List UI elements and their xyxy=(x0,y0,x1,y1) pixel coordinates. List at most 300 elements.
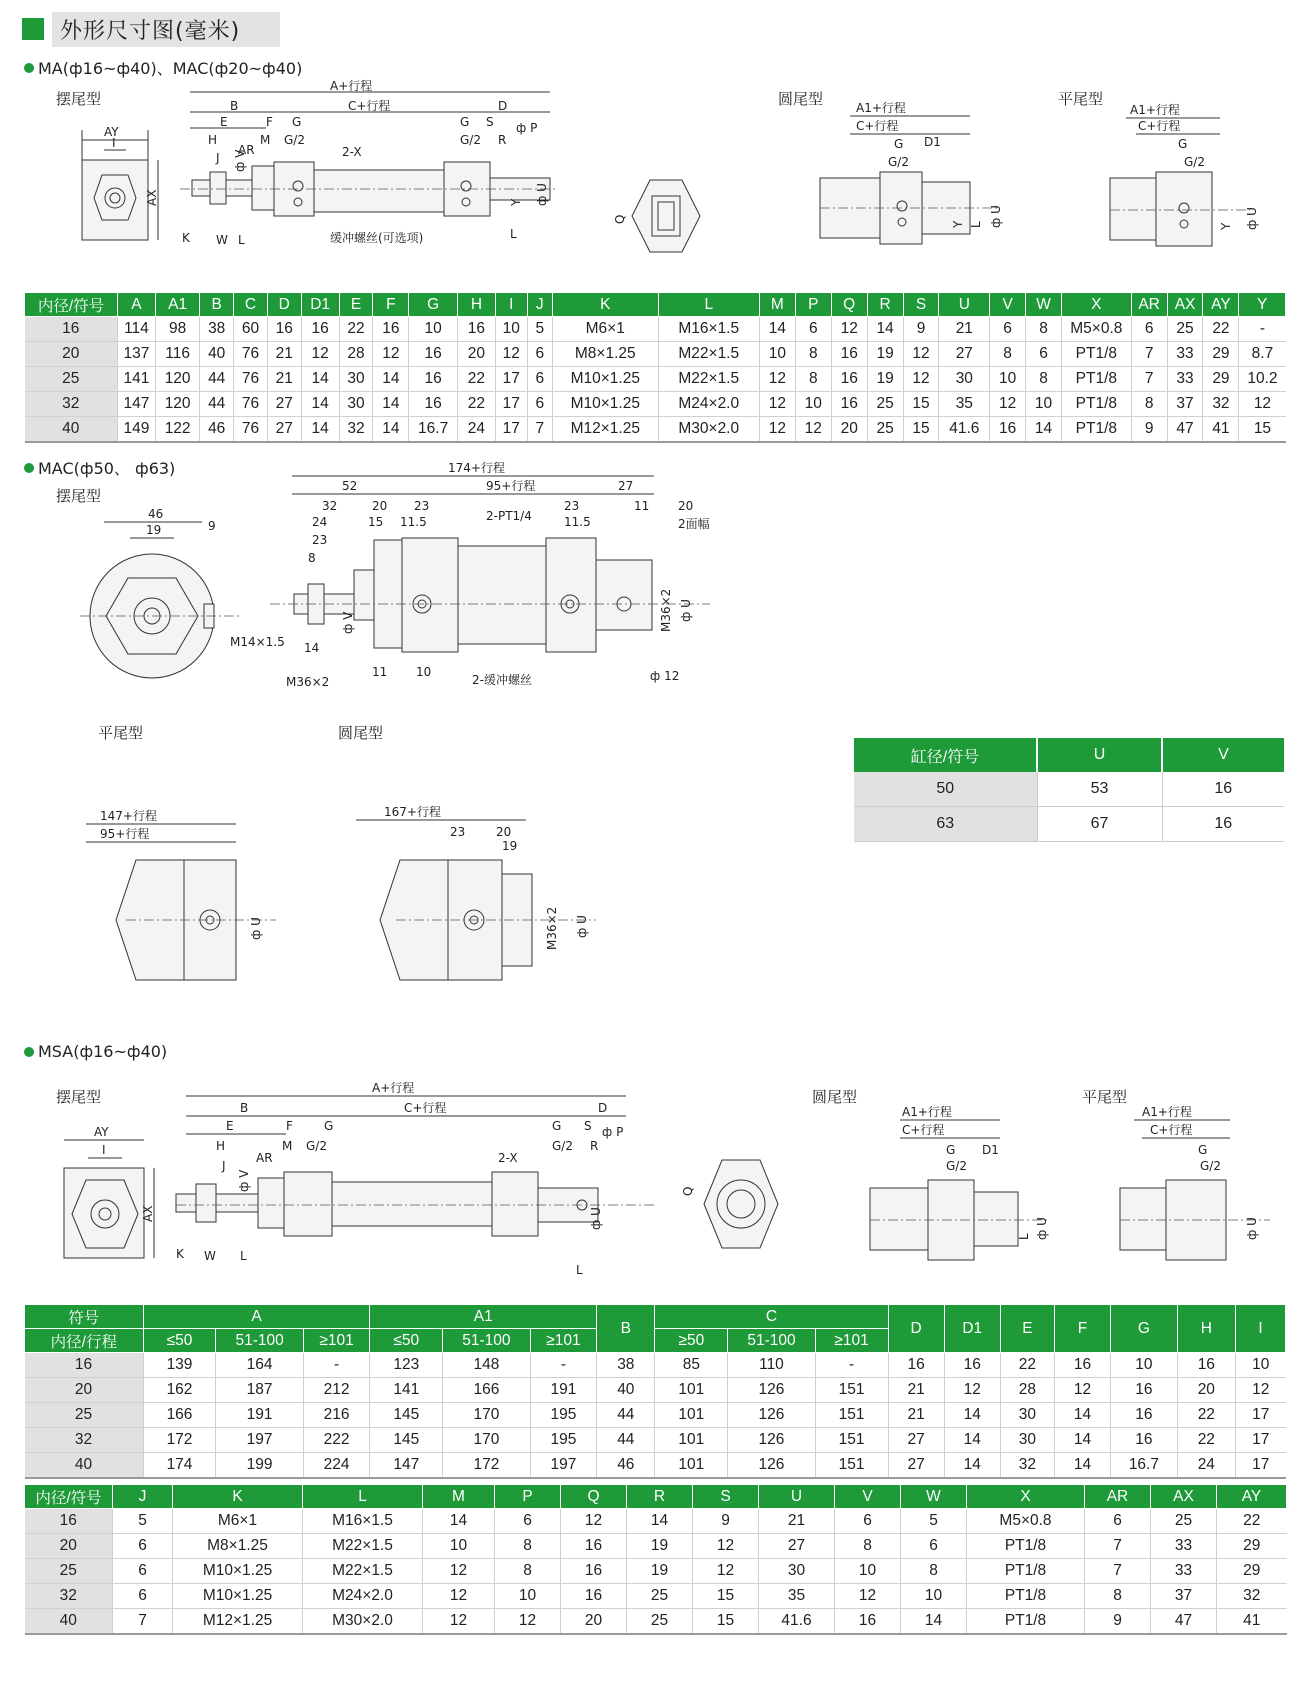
row-header-cell: 16 xyxy=(25,1353,144,1378)
table-cell: M10×1.25 xyxy=(552,392,658,417)
table-row xyxy=(25,367,1286,392)
table-cell: 22 xyxy=(1000,1353,1054,1378)
table-cell: 76 xyxy=(234,342,268,367)
dim-g2-f: G/2 xyxy=(1184,155,1205,169)
table-cell: 101 xyxy=(655,1453,728,1479)
table-cell: 16 xyxy=(267,317,301,342)
dim-y: Y xyxy=(509,198,523,206)
table-cell: 187 xyxy=(216,1378,303,1403)
table-cell: 17 xyxy=(495,367,527,392)
table-cell: 8.7 xyxy=(1239,342,1286,367)
dim-q: Q xyxy=(613,214,627,224)
table-cell: 22 xyxy=(1177,1428,1235,1453)
table-cell: 25 xyxy=(627,1609,693,1635)
table-cell: 15 xyxy=(1239,417,1286,443)
table-cell: 8 xyxy=(1131,392,1167,417)
table-cell: 47 xyxy=(1151,1609,1217,1635)
dim-9: 9 xyxy=(208,519,216,533)
drawing-ma-flat-tail xyxy=(1110,104,1290,264)
dim-52: 52 xyxy=(342,479,358,493)
table-cell: 16 xyxy=(1111,1378,1178,1403)
table-cell: 41.6 xyxy=(759,1609,835,1635)
dim-msa-h: H xyxy=(216,1139,226,1153)
dim-l-right: L xyxy=(510,227,517,241)
table-cell: 10 xyxy=(495,317,527,342)
table-cell: 12 xyxy=(373,342,409,367)
table-cell: 30 xyxy=(1000,1403,1054,1428)
table-cell: 98 xyxy=(155,317,199,342)
table-cell: 22 xyxy=(1177,1403,1235,1428)
table-cell: 10.2 xyxy=(1239,367,1286,392)
table-cell: 21 xyxy=(888,1403,944,1428)
row-header-cell: 20 xyxy=(25,1534,113,1559)
dim-g: G xyxy=(292,115,302,129)
table-cell: 16 xyxy=(944,1353,1000,1378)
table-cell: 32 xyxy=(339,417,373,443)
table-cell: 148 xyxy=(443,1353,530,1378)
table-cell: M10×1.25 xyxy=(173,1559,303,1584)
dim-u: ф U xyxy=(535,183,549,206)
table-cell: 162 xyxy=(143,1378,216,1403)
table-cell: 33 xyxy=(1167,367,1203,392)
row-header-cell: 20 xyxy=(25,342,118,367)
dim-two-face: 2面幅 xyxy=(678,517,710,531)
dim-phi12: ф 12 xyxy=(650,669,680,683)
table-cell: 76 xyxy=(234,417,268,443)
table-cell: 12 xyxy=(693,1559,759,1584)
table-cell: 12 xyxy=(423,1559,495,1584)
table-cell: 14 xyxy=(1026,417,1062,443)
table-cell: 151 xyxy=(815,1453,888,1479)
dim-msa-g2-right: G/2 xyxy=(552,1139,573,1153)
table-row xyxy=(25,1609,1287,1635)
dim-95: 95+行程 xyxy=(486,479,536,493)
table-cell: 7 xyxy=(1131,367,1167,392)
table-cell: PT1/8 xyxy=(1061,392,1131,417)
table-cell: M22×1.5 xyxy=(658,342,759,367)
dim-msa-l-right: L xyxy=(576,1263,583,1277)
table-cell: 172 xyxy=(443,1453,530,1479)
table-cell: 5 xyxy=(527,317,552,342)
dim-f: F xyxy=(266,115,273,129)
table-cell: - xyxy=(530,1353,597,1378)
dim-10: 10 xyxy=(416,665,432,679)
dim-c-stroke-r: C+行程 xyxy=(856,119,899,133)
table-cell: 10 xyxy=(901,1584,967,1609)
table-cell: 22 xyxy=(1217,1509,1287,1534)
table-cell: 216 xyxy=(303,1403,370,1428)
table-cell: 164 xyxy=(216,1353,303,1378)
table-cell: 12 xyxy=(693,1534,759,1559)
table-cell: 29 xyxy=(1217,1534,1287,1559)
label-round-3: 圆尾型 xyxy=(812,1088,858,1106)
table-cell: 15 xyxy=(693,1584,759,1609)
dim-msa-q: Q xyxy=(681,1186,695,1196)
dim-msa-k: K xyxy=(176,1247,184,1261)
table-cell: 6 xyxy=(527,367,552,392)
table-cell: 147 xyxy=(370,1453,443,1479)
dim-msa-d: D xyxy=(598,1101,608,1115)
table-cell: 7 xyxy=(1085,1534,1151,1559)
bullet-dot-icon xyxy=(24,463,34,473)
table-cell: M12×1.25 xyxy=(552,417,658,443)
row-header-cell: 20 xyxy=(25,1378,144,1403)
table-cell: 20 xyxy=(1177,1378,1235,1403)
dim-19: 19 xyxy=(146,523,162,537)
table-cell: 5 xyxy=(901,1509,967,1534)
table-cell: 5 xyxy=(113,1509,173,1534)
dim-msa-a-stroke: A+行程 xyxy=(372,1081,415,1095)
dim-e: E xyxy=(220,115,228,129)
table-cell: 30 xyxy=(939,367,990,392)
dim-msa-u-r: ф U xyxy=(1035,1217,1049,1240)
table-cell: 195 xyxy=(530,1428,597,1453)
table-cell: 16 xyxy=(835,1609,901,1635)
dim-a-stroke: A+行程 xyxy=(330,79,373,93)
dim-g2-right: G/2 xyxy=(460,133,481,147)
table-cell: 32 xyxy=(1000,1453,1054,1479)
table-cell: 30 xyxy=(1000,1428,1054,1453)
dim-msa-m: M xyxy=(282,1139,293,1153)
dim-msa-ay: AY xyxy=(94,1125,109,1139)
table-cell: 12 xyxy=(795,417,831,443)
table-cell: 33 xyxy=(1151,1559,1217,1584)
table-cell: 14 xyxy=(944,1403,1000,1428)
table-cell: 41 xyxy=(1203,417,1239,443)
bullet-dot-icon xyxy=(24,1047,34,1057)
table-cell: 7 xyxy=(1131,342,1167,367)
table-cell: 8 xyxy=(495,1559,561,1584)
table-cell: 46 xyxy=(597,1453,655,1479)
dim-115: 11.5 xyxy=(400,515,427,529)
dim-msa-b: B xyxy=(240,1101,249,1115)
table-cell: 14 xyxy=(373,367,409,392)
table-cell: 14 xyxy=(759,317,795,342)
drawing-msa-round-tail xyxy=(870,1105,1060,1278)
table-cell: 16 xyxy=(409,342,458,367)
table-cell: 14 xyxy=(901,1609,967,1635)
dim-u-f: ф U xyxy=(1245,207,1259,230)
table-cell: 126 xyxy=(728,1403,815,1428)
table-cell: 101 xyxy=(655,1403,728,1428)
table-cell: 151 xyxy=(815,1403,888,1428)
dim-23: 23 xyxy=(414,499,430,513)
drawing-msa-side-view xyxy=(50,1124,160,1274)
dim-23b: 23 xyxy=(564,499,580,513)
table-cell: 27 xyxy=(267,392,301,417)
table-cell: 6 xyxy=(901,1534,967,1559)
table-cell: 28 xyxy=(1000,1378,1054,1403)
table-row xyxy=(25,1509,1287,1534)
table-cell: 12 xyxy=(301,342,339,367)
table-cell: 29 xyxy=(1203,342,1239,367)
dim-msa-g-right: G xyxy=(552,1119,562,1133)
table-cell: 197 xyxy=(216,1428,303,1453)
table-cell: 12 xyxy=(944,1378,1000,1403)
label-flat-2: 平尾型 xyxy=(98,724,144,742)
table-cell: 17 xyxy=(1235,1453,1285,1479)
table-cell: 195 xyxy=(530,1403,597,1428)
dim-m36: M36×2 xyxy=(286,675,330,689)
table-cell: 101 xyxy=(655,1428,728,1453)
table-cell: 16 xyxy=(561,1534,627,1559)
table-cell: 16 xyxy=(1054,1353,1110,1378)
table-cell: 110 xyxy=(728,1353,815,1378)
table-cell: 20 xyxy=(831,417,867,443)
dim-msa-g2-r: G/2 xyxy=(946,1159,967,1173)
section-msa-label: MSA(ф16~ф40) xyxy=(38,1042,168,1061)
table-msa-header-row-2: 内径/行程 ≤50 51-100 ≥101 ≤50 51-100 ≥101 ≥50 51-100 ≥101 xyxy=(25,1329,1286,1353)
table-cell: 76 xyxy=(234,392,268,417)
table-cell: 14 xyxy=(944,1453,1000,1479)
table-ma-body xyxy=(25,317,1286,443)
table-row xyxy=(25,1378,1286,1403)
table-cell: 44 xyxy=(597,1403,655,1428)
table-cell: M8×1.25 xyxy=(173,1534,303,1559)
cushion-note: 缓冲螺丝(可选项) xyxy=(330,231,424,245)
table-cell: 21 xyxy=(888,1378,944,1403)
table-cell: 21 xyxy=(759,1509,835,1534)
table-cell: 12 xyxy=(759,392,795,417)
table-cell: 12 xyxy=(831,317,867,342)
table-cell: 12 xyxy=(1239,392,1286,417)
table-cell: M30×2.0 xyxy=(658,417,759,443)
table-cell: 151 xyxy=(815,1428,888,1453)
dim-round-23: 23 xyxy=(450,825,466,839)
dim-msa-r: R xyxy=(590,1139,599,1153)
dim-msa-ar: AR xyxy=(256,1151,273,1165)
table-cell: - xyxy=(303,1353,370,1378)
table-cell: 139 xyxy=(143,1353,216,1378)
table-cell: 15 xyxy=(903,417,939,443)
table-row xyxy=(25,342,1286,367)
table-cell: M5×0.8 xyxy=(967,1509,1085,1534)
row-header-cell: 32 xyxy=(25,1584,113,1609)
section-mac-label: MAC(ф50、 ф63) xyxy=(38,459,176,478)
dim-msa-v: ф V xyxy=(237,1169,251,1192)
table-cell: 116 xyxy=(155,342,199,367)
table-cell: 14 xyxy=(627,1509,693,1534)
table-cell: 120 xyxy=(155,367,199,392)
dim-msa-d1: D1 xyxy=(982,1143,999,1157)
table-cell: 35 xyxy=(939,392,990,417)
section-ma-title xyxy=(24,56,302,79)
dim-h: H xyxy=(208,133,218,147)
table-cell: PT1/8 xyxy=(1061,342,1131,367)
table-cell: 19 xyxy=(867,342,903,367)
dim-2x: 2-X xyxy=(342,145,362,159)
row-header-cell: 16 xyxy=(25,317,118,342)
table-cell: 6 xyxy=(495,1509,561,1534)
table-cell: 20 xyxy=(561,1609,627,1635)
row-header-cell: 32 xyxy=(25,392,118,417)
table-cell: 14 xyxy=(867,317,903,342)
table-cell: 9 xyxy=(1085,1609,1151,1635)
table-cell: 44 xyxy=(200,367,234,392)
table-cell: 16 xyxy=(831,342,867,367)
dim-msa-c-f: C+行程 xyxy=(1150,1123,1193,1137)
table-cell: 25 xyxy=(627,1584,693,1609)
table-cell: 60 xyxy=(234,317,268,342)
drawing-ma-cylinder xyxy=(180,79,560,252)
table-cell: 27 xyxy=(759,1534,835,1559)
table-cell: M16×1.5 xyxy=(658,317,759,342)
table-cell: 10 xyxy=(423,1534,495,1559)
dim-flat-147: 147+行程 xyxy=(100,809,157,823)
table-cell: 22 xyxy=(457,392,495,417)
label-flat-3: 平尾型 xyxy=(1082,1088,1128,1106)
table-cell: 14 xyxy=(373,392,409,417)
table-cell: 12 xyxy=(495,342,527,367)
dim-msa-l: L xyxy=(240,1249,247,1263)
drawing-mac-side-view xyxy=(80,506,250,686)
table-cell: 27 xyxy=(939,342,990,367)
dim-l-r: L xyxy=(969,221,983,228)
dim-b: B xyxy=(230,99,239,113)
table-row xyxy=(25,1403,1286,1428)
table-cell: 27 xyxy=(888,1453,944,1479)
table-ma-dimensions xyxy=(24,292,1286,443)
table-cell: 12 xyxy=(495,1609,561,1635)
table-cell: 145 xyxy=(370,1403,443,1428)
dim-msa-g: G xyxy=(324,1119,334,1133)
dim-s: S xyxy=(486,115,494,129)
dim-msa-f: F xyxy=(286,1119,293,1133)
table-cell: 126 xyxy=(728,1428,815,1453)
table-cell: 10 xyxy=(990,367,1026,392)
header-square-icon xyxy=(22,18,44,40)
table-cell: PT1/8 xyxy=(967,1609,1085,1635)
table-cell: M22×1.5 xyxy=(658,367,759,392)
table-cell: 122 xyxy=(155,417,199,443)
table-row xyxy=(25,1559,1287,1584)
dim-32: 32 xyxy=(322,499,338,513)
table-cell: 6 xyxy=(527,342,552,367)
table-cell: M24×2.0 xyxy=(303,1584,423,1609)
table-cell: 14 xyxy=(1054,1428,1110,1453)
table-cell: 16 xyxy=(990,417,1026,443)
table-cell: 12 xyxy=(1054,1378,1110,1403)
table-cell: M24×2.0 xyxy=(658,392,759,417)
dim-11: 11 xyxy=(634,499,650,513)
table-cell: 24 xyxy=(1177,1453,1235,1479)
table-cell: 30 xyxy=(339,392,373,417)
dim-phi-p: ф P xyxy=(516,121,538,135)
table-cell: 7 xyxy=(1085,1559,1151,1584)
section-ma-label: MA(ф16~ф40)、MAC(ф20~ф40) xyxy=(38,59,303,78)
table-row xyxy=(25,392,1286,417)
table-cell: 33 xyxy=(1167,342,1203,367)
table-uv-header-row: 缸径/符号 U V xyxy=(854,738,1284,772)
dim-i: I xyxy=(112,136,116,150)
dim-msa-a1-f: A1+行程 xyxy=(1142,1105,1192,1119)
table-cell: 6 xyxy=(527,392,552,417)
table-cell: 145 xyxy=(370,1428,443,1453)
section-msa-title xyxy=(24,1042,167,1061)
table-cell: 32 xyxy=(1217,1584,1287,1609)
table-cell: 8 xyxy=(901,1559,967,1584)
table-row xyxy=(25,1428,1286,1453)
dim-u-r: ф U xyxy=(989,205,1003,228)
table-cell: 10 xyxy=(1111,1353,1178,1378)
table-cell: 8 xyxy=(495,1534,561,1559)
dim-m36v: M36×2 xyxy=(659,588,673,632)
table-cell: M22×1.5 xyxy=(303,1559,423,1584)
table-cell: 44 xyxy=(200,392,234,417)
table-cell: 17 xyxy=(495,392,527,417)
table-cell: 10 xyxy=(409,317,458,342)
table-cell: 16 xyxy=(457,317,495,342)
table-cell: 197 xyxy=(530,1453,597,1479)
table-cell: 41 xyxy=(1217,1609,1287,1635)
dim-msa-a1-r: A1+行程 xyxy=(902,1105,952,1119)
dim-g-f: G xyxy=(1178,137,1188,151)
table-cell: 120 xyxy=(155,392,199,417)
table-cell: PT1/8 xyxy=(1061,367,1131,392)
table-cell: 15 xyxy=(693,1609,759,1635)
table-cell: 166 xyxy=(143,1403,216,1428)
dim-r: R xyxy=(498,133,507,147)
bullet-dot-icon xyxy=(24,63,34,73)
row-header-cell: 40 xyxy=(25,1453,144,1479)
dim-msa-l-r: L xyxy=(1017,1233,1031,1240)
drawing-mac-cylinder xyxy=(230,462,730,692)
table-uv xyxy=(854,738,1284,842)
table-cell: 40 xyxy=(597,1378,655,1403)
row-header-cell: 25 xyxy=(25,367,118,392)
table-cell: 147 xyxy=(117,392,155,417)
table-msa-body-1 xyxy=(25,1353,1286,1479)
dim-g-r: G xyxy=(894,137,904,151)
table-cell: M12×1.25 xyxy=(173,1609,303,1635)
dim-g2-r: G/2 xyxy=(888,155,909,169)
dim-y-r: Y xyxy=(951,220,965,228)
row-header-cell: 25 xyxy=(25,1403,144,1428)
table-cell: 22 xyxy=(457,367,495,392)
table-cell: 30 xyxy=(339,367,373,392)
dim-20: 20 xyxy=(372,499,388,513)
table-cell: 38 xyxy=(200,317,234,342)
table-cell: 16 xyxy=(831,392,867,417)
table-cell: 33 xyxy=(1151,1534,1217,1559)
table-cell: M5×0.8 xyxy=(1061,317,1131,342)
table-cell: 114 xyxy=(117,317,155,342)
table-cell: 14 xyxy=(301,367,339,392)
dim-msa-e: E xyxy=(226,1119,234,1133)
dim-msa-g-f: G xyxy=(1198,1143,1208,1157)
table-cell: 19 xyxy=(627,1534,693,1559)
table-cell: M16×1.5 xyxy=(303,1509,423,1534)
dim-46: 46 xyxy=(148,507,164,521)
table-cell: 191 xyxy=(530,1378,597,1403)
table-cell: 12 xyxy=(423,1584,495,1609)
table-cell: 224 xyxy=(303,1453,370,1479)
row-header-cell: 40 xyxy=(25,417,118,443)
dim-round-20: 20 xyxy=(496,825,512,839)
dim-msa-g2: G/2 xyxy=(306,1139,327,1153)
dim-msa-w: W xyxy=(204,1249,216,1263)
table-cell: 25 xyxy=(867,392,903,417)
table-cell: PT1/8 xyxy=(967,1584,1085,1609)
table-cell: M10×1.25 xyxy=(173,1584,303,1609)
table-cell: 14 xyxy=(373,417,409,443)
table-cell: 76 xyxy=(234,367,268,392)
dim-msa-g2-f: G/2 xyxy=(1200,1159,1221,1173)
label-swing-1: 摆尾型 xyxy=(56,90,102,108)
dim-phi-v: ф V xyxy=(341,611,355,634)
table-msa-header-row-3: 内径/符号 J K L M P Q R S U V W X AR AX AY xyxy=(25,1485,1287,1509)
table-cell: 28 xyxy=(339,342,373,367)
